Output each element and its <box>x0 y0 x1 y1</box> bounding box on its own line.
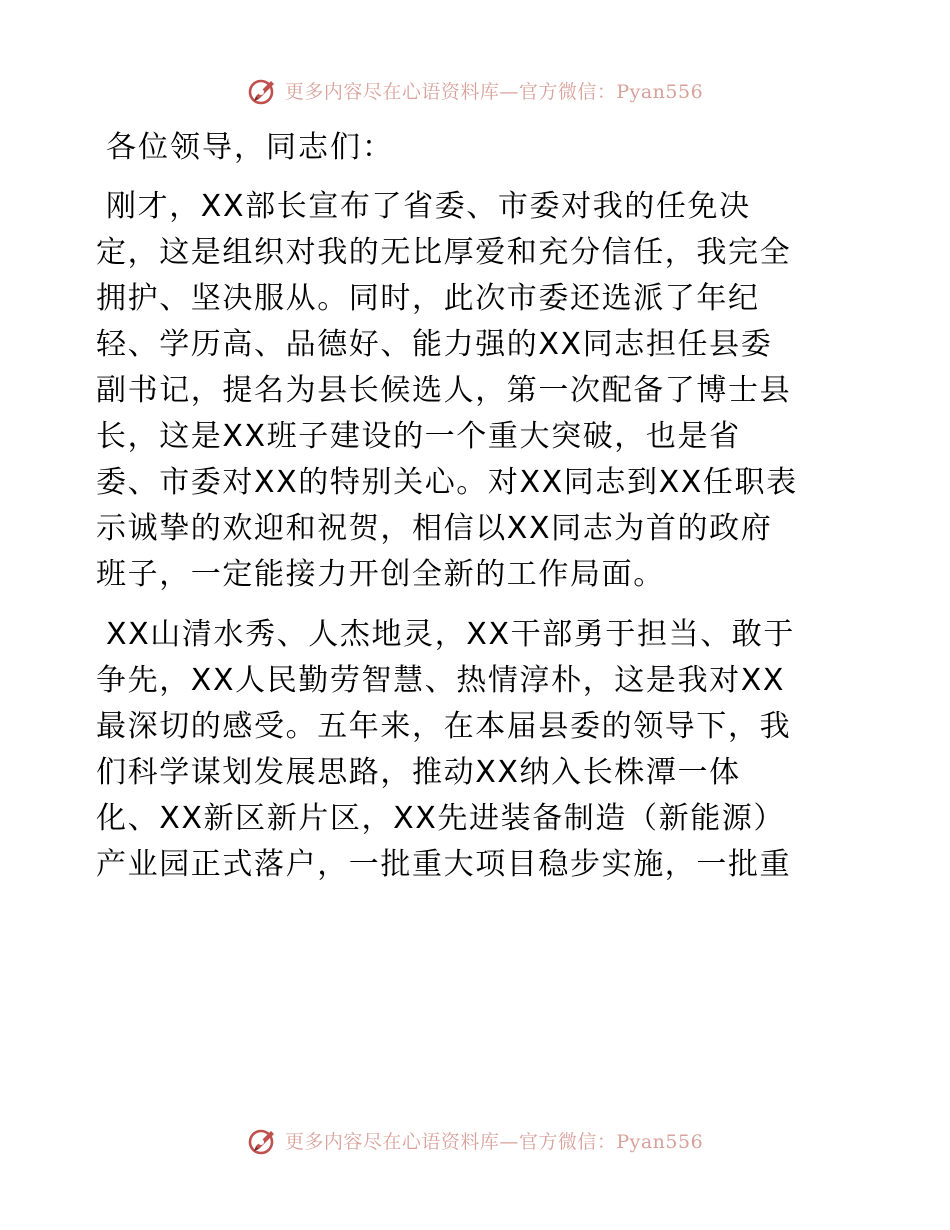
footer-watermark <box>0 1120 950 1160</box>
watermark-text: 更多内容尽在心语资料库—官方微信：Pyan556 <box>284 80 704 103</box>
text-line: XX山清水秀、人杰地灵，XX干部勇于担当、敢于 <box>106 617 796 652</box>
watermark-text: 更多内容尽在心语资料库—官方微信：Pyan556 <box>284 1130 704 1153</box>
text-line: 争先，XX人民勤劳智慧、热情淳朴，这是我对XX <box>96 663 786 698</box>
text-line: 刚才，XX部长宣布了省委、市委对我的任免决 <box>106 189 751 224</box>
text-line: 们科学谋划发展思路，推动XX纳入长株潭一体 <box>96 755 741 790</box>
pen-logo-icon <box>247 74 279 106</box>
document-body <box>96 126 856 902</box>
text-line: 委、市委对XX的特别关心。对XX同志到XX任职表 <box>96 465 798 500</box>
text-line: 最深切的感受。五年来，在本届县委的领导下，我 <box>96 709 792 744</box>
text-line: 定，这是组织对我的无比厚爱和充分信任，我完全 <box>96 235 792 270</box>
text-line: 长，这是XX班子建设的一个重大突破，也是省 <box>96 419 741 454</box>
pen-logo-icon <box>247 1124 279 1156</box>
text-line: 产业园正式落户，一批重大项目稳步实施，一批重 <box>96 847 792 882</box>
text-line: 班子，一定能接力开创全新的工作局面。 <box>96 557 665 592</box>
text-line: 副书记，提名为县长候选人，第一次配备了博士县 <box>96 373 792 408</box>
text-line: 拥护、坚决服从。同时，此次市委还选派了年纪 <box>96 281 760 316</box>
text-line: 化、XX新区新片区，XX先进装备制造（新能源） <box>96 801 786 836</box>
text-line: 轻、学历高、品德好、能力强的XX同志担任县委 <box>96 327 773 362</box>
text-line: 示诚挚的欢迎和祝贺，相信以XX同志为首的政府 <box>96 511 773 546</box>
paragraph-1 <box>96 184 856 598</box>
header-watermark <box>0 70 950 110</box>
paragraph-2 <box>96 612 856 888</box>
salutation: 各位领导，同志们： <box>106 130 394 165</box>
